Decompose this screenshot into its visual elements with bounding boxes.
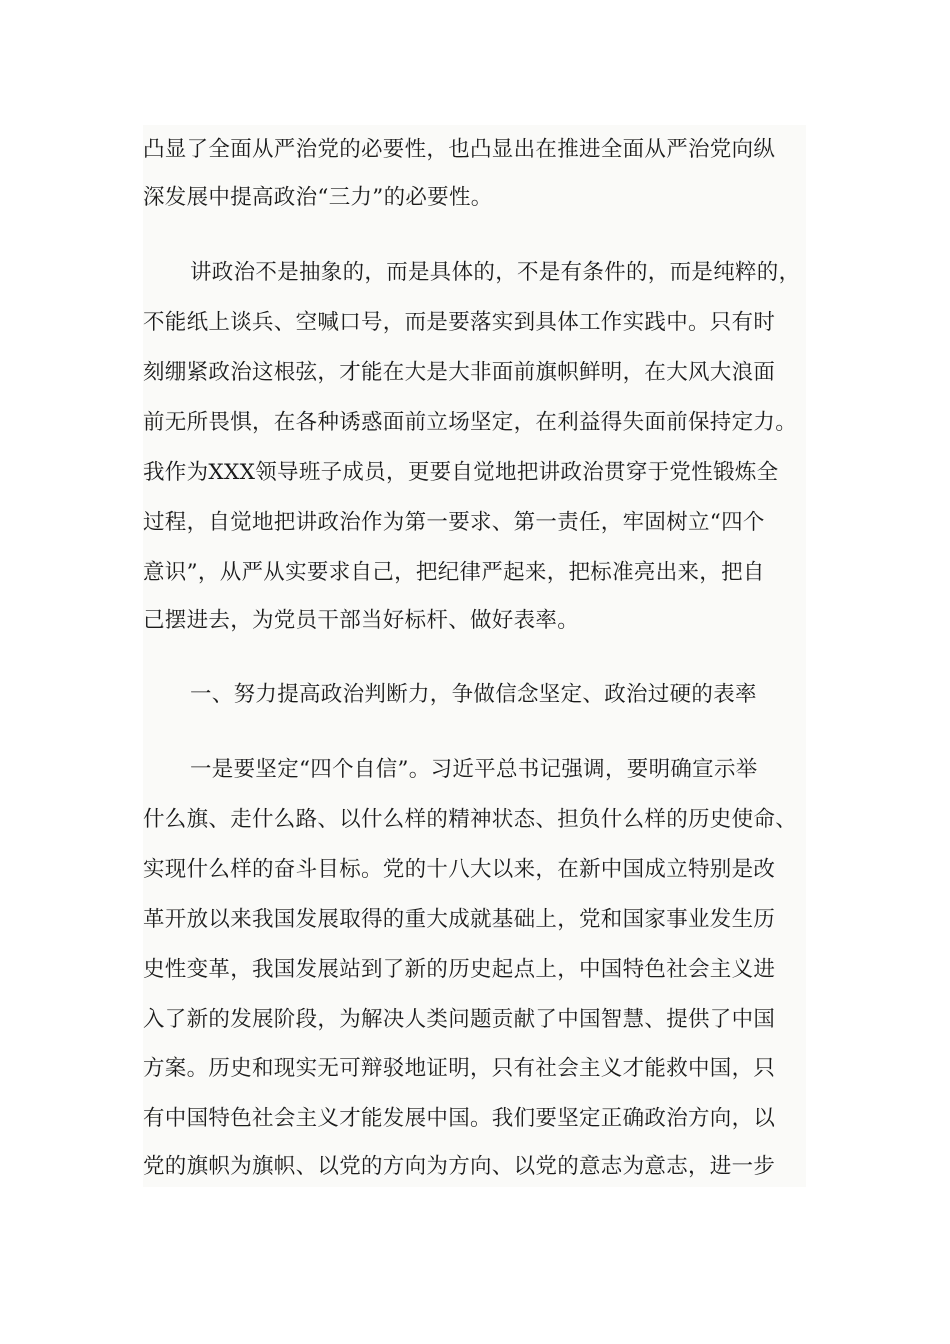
paragraph-line: 深发展中提高政治“三力”的必要性。	[143, 185, 493, 210]
paragraph-line: 前无所畏惧，在各种诱惑面前立场坚定，在利益得失面前保持定力。	[143, 410, 798, 435]
paragraph-line: 史性变革，我国发展站到了新的历史起点上，中国特色社会主义进	[143, 957, 776, 982]
paragraph-line: 党的旗帜为旗帜、以党的方向为方向、以党的意志为意志，进一步	[143, 1154, 776, 1179]
paragraph-line: 革开放以来我国发展取得的重大成就基础上，党和国家事业发生历	[143, 907, 776, 932]
paragraph-line: 意识”，从严从实要求自己，把纪律严起来，把标准亮出来，把自	[143, 560, 765, 585]
paragraph-line: 凸显了全面从严治党的必要性，也凸显出在推进全面从严治党向纵	[143, 137, 776, 162]
section-heading: 一、努力提高政治判断力，争做信念坚定、政治过硬的表率	[190, 682, 757, 707]
paragraph-line: 讲政治不是抽象的，而是具体的，不是有条件的，而是纯粹的，	[190, 260, 801, 285]
paragraph-line: 一是要坚定“四个自信”。习近平总书记强调，要明确宣示举	[190, 757, 758, 782]
paragraph-line: 有中国特色社会主义才能发展中国。我们要坚定正确政治方向，以	[143, 1106, 776, 1131]
paragraph-line: 过程，自觉地把讲政治作为第一要求、第一责任，牢固树立“四个	[143, 510, 765, 535]
paragraph-line: 我作为XXX领导班子成员，更要自觉地把讲政治贯穿于党性锻炼全	[143, 460, 779, 485]
paragraph-line: 不能纸上谈兵、空喊口号，而是要落实到具体工作实践中。只有时	[143, 310, 776, 335]
paragraph-line: 方案。历史和现实无可辩驳地证明，只有社会主义才能救中国，只	[143, 1056, 776, 1081]
paragraph-line: 入了新的发展阶段，为解决人类问题贡献了中国智慧、提供了中国	[143, 1007, 776, 1032]
paragraph-line: 刻绷紧政治这根弦，才能在大是大非面前旗帜鲜明，在大风大浪面	[143, 360, 776, 385]
paragraph-line: 实现什么样的奋斗目标。党的十八大以来，在新中国成立特别是改	[143, 857, 776, 882]
paragraph-line: 什么旗、走什么路、以什么样的精神状态、担负什么样的历史使命、	[143, 807, 798, 832]
paragraph-line: 己摆进去，为党员干部当好标杆、做好表率。	[143, 608, 580, 633]
